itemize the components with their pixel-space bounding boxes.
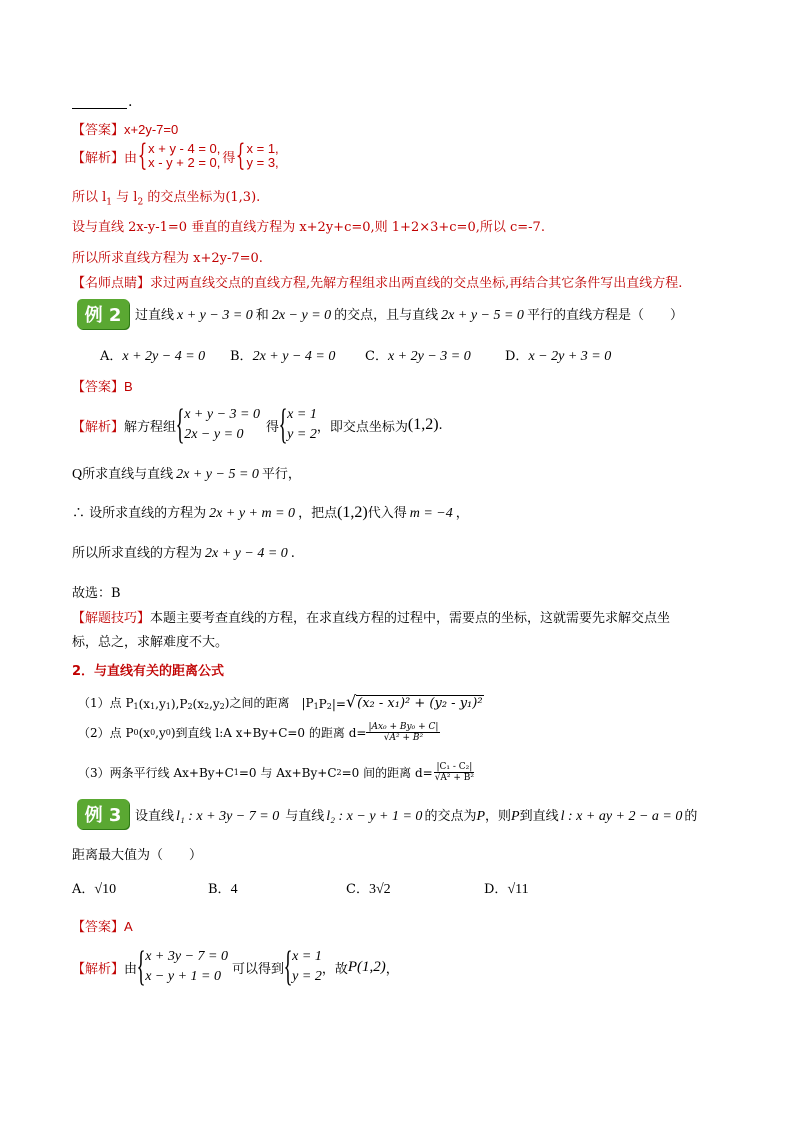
- ex2-option-a[interactable]: [100, 345, 205, 365]
- text: ,y: [155, 697, 166, 711]
- sub: 1: [150, 702, 156, 711]
- equation: 2x + y + m = 0: [209, 506, 296, 521]
- text: (x: [138, 697, 151, 711]
- point-p: P: [476, 809, 486, 824]
- equation-l2: l₂ : x − y + 1 = 0: [326, 809, 423, 824]
- option-label: A．: [100, 349, 123, 364]
- q-text: 到直线: [519, 809, 559, 824]
- text: =0 间的距离 d=: [341, 766, 433, 780]
- point: (1,2): [337, 504, 368, 521]
- ex3-option-a[interactable]: [72, 878, 116, 898]
- parallel-distance-fraction: [433, 762, 476, 783]
- ex2-option-c[interactable]: [365, 345, 471, 365]
- brace-b: {: [283, 944, 293, 990]
- sub: 1: [133, 702, 139, 711]
- answer-text: B: [124, 379, 133, 394]
- analysis-de: 得: [222, 150, 236, 166]
- ex3-option-b[interactable]: [208, 878, 238, 898]
- text: （1）点 P: [78, 696, 134, 710]
- q-text: 设直线: [135, 809, 175, 824]
- example-3-question: [135, 805, 697, 825]
- text-part: .: [290, 546, 295, 561]
- text: )到直线 l:A x+By+C=0 的距离 d=: [170, 726, 367, 740]
- text-part: ，: [455, 506, 469, 521]
- text: (x: [138, 725, 151, 740]
- q-text: 过直线: [135, 308, 175, 323]
- analysis-text: ，故: [321, 961, 348, 977]
- distance-fraction: [366, 722, 440, 743]
- brace-b: {: [236, 138, 246, 173]
- equation: 2x + y − 4 = 0: [205, 546, 288, 561]
- analysis-you: 由: [124, 150, 138, 166]
- analysis-text: 可以得到: [231, 961, 284, 977]
- tip-1: [72, 272, 682, 291]
- analysis-tag: 【解析】: [72, 419, 125, 435]
- option-label: B．: [208, 882, 231, 897]
- option-value: 4: [230, 882, 238, 897]
- ex2-option-b[interactable]: [230, 345, 335, 365]
- brace-a: {: [137, 138, 148, 173]
- option-label: C．: [346, 882, 369, 897]
- ex3-option-c[interactable]: [346, 878, 391, 898]
- text-part: 与 l: [112, 190, 138, 205]
- text-part: ，把点: [298, 506, 338, 521]
- answer-text: x+2y-7=0: [124, 122, 179, 137]
- denominator: √A² + B²: [434, 773, 475, 783]
- answer-1: [72, 119, 178, 138]
- tip-text-1: 本题主要考查直线的方程，在求直线方程的过程中，需要点的坐标，这就需要先求解交点坐: [150, 611, 671, 626]
- answer-text: A: [124, 919, 133, 934]
- blank-period: .: [128, 94, 133, 110]
- text-line-perpendicular: 设与直线 2x-y-1=0 垂直的直线方程为 x+2y+c=0,则 1+2×3+c=0,所以 c=-7.: [72, 220, 545, 235]
- text: (x: [192, 697, 204, 711]
- ex3-option-d[interactable]: [484, 878, 529, 898]
- text-part: 所求直线与直线: [82, 467, 174, 482]
- sub: 2: [187, 702, 193, 711]
- sub: 0: [133, 728, 139, 737]
- example-3-badge: 例 3: [77, 799, 129, 829]
- option-value: x + 2y − 3 = 0: [387, 349, 471, 364]
- equation: m = −4: [409, 506, 453, 521]
- formula-3: [78, 762, 476, 783]
- sub: 1: [313, 702, 319, 711]
- system-a: [184, 405, 260, 445]
- system-b-row-2: y = 3,: [246, 155, 279, 170]
- analysis-3: [72, 946, 399, 988]
- text-line-parallel: [72, 463, 301, 483]
- numerator: |Ax₀ + By₀ + C|: [368, 722, 439, 732]
- point: (1,2): [407, 416, 439, 433]
- equation-l: l : x + ay + 2 − a = 0: [560, 809, 683, 824]
- sub: 1: [165, 702, 171, 711]
- sub: 2: [203, 702, 210, 711]
- brace-a: {: [136, 944, 146, 990]
- text-line-intersection: [72, 186, 260, 208]
- option-value: 2x + y − 4 = 0: [252, 349, 336, 364]
- q-text: 与直线: [285, 809, 325, 824]
- q-text: 的交点为: [424, 809, 477, 824]
- system-b-row-1: x = 1: [292, 949, 322, 964]
- text-part: 所以所求直线的方程为: [72, 546, 203, 561]
- symbol-q: Q: [72, 467, 83, 482]
- system-a: [145, 947, 228, 987]
- tip-text: 求过两直线交点的直线方程,先解方程组求出两直线的交点坐标,再结合其它条件写出直线方程.: [150, 276, 683, 291]
- option-label: C．: [365, 349, 388, 364]
- system-b: [247, 142, 279, 170]
- analysis-text: ，即交点坐标为: [316, 419, 408, 435]
- example-2-question: [135, 304, 683, 324]
- system-a-row-2: 2x − y = 0: [184, 427, 244, 442]
- option-label: A．: [72, 882, 95, 897]
- option-label: D．: [505, 349, 529, 364]
- option-value: x + 2y − 4 = 0: [122, 349, 206, 364]
- option-value: √10: [94, 882, 117, 897]
- equation: 2x − y = 0: [271, 308, 332, 323]
- numerator: |C₁ - C₂|: [436, 762, 473, 772]
- point: P(1,2): [347, 958, 386, 975]
- brace-a: {: [175, 402, 185, 448]
- text: ,y: [155, 725, 166, 740]
- system-b: [287, 405, 317, 445]
- option-value: x − 2y + 3 = 0: [528, 349, 612, 364]
- option-label: B．: [230, 349, 253, 364]
- system-a-row-2: x - y + 2 = 0,: [148, 155, 221, 170]
- answer-tag: 【答案】: [72, 123, 125, 138]
- q-text: 和: [255, 308, 269, 323]
- text: |=: [331, 697, 346, 711]
- text: （3）两条平行线 Ax+By+C: [78, 766, 234, 780]
- sqrt-content: (x₂ - x₁)² + (y₂ - y₁)²: [357, 696, 483, 711]
- point-p: P: [511, 809, 520, 824]
- text-part: 设所求直线的方程为: [89, 506, 207, 521]
- q-text: ，则: [485, 809, 512, 824]
- period: .: [438, 417, 443, 433]
- text: ,y: [209, 697, 220, 711]
- sub: 0: [165, 728, 171, 737]
- denominator: √A² + B²: [383, 733, 424, 743]
- sub: 1: [233, 768, 239, 777]
- analysis-2: [72, 404, 443, 446]
- system-b: [292, 947, 322, 987]
- text: )之间的距离 |P: [224, 696, 314, 710]
- analysis-de: 得: [265, 419, 279, 435]
- brace-b: {: [278, 402, 288, 448]
- subscript: 1: [106, 197, 113, 208]
- equation-l1: l₁ : x + 3y − 7 = 0: [176, 809, 280, 824]
- sub: 2: [326, 702, 332, 711]
- equation: x + y − 3 = 0: [177, 308, 253, 323]
- formula-1: [78, 692, 484, 711]
- answer-3: [72, 916, 133, 935]
- system-a-row-1: x + y − 3 = 0: [184, 407, 260, 422]
- analysis-1: [72, 138, 279, 173]
- tip-tag: 【解题技巧】: [72, 611, 151, 626]
- text-part: 平行，: [261, 467, 301, 482]
- system-a: [148, 142, 220, 170]
- answer-2: [72, 376, 133, 395]
- option-label: D．: [484, 882, 508, 897]
- equation: 2x + y − 5 = 0: [176, 467, 259, 482]
- section-heading: 2．与直线有关的距离公式: [72, 664, 225, 679]
- answer-tag: 【答案】: [72, 380, 125, 395]
- equation: 2x + y − 5 = 0: [441, 308, 524, 323]
- text: =0 与 Ax+By+C: [238, 766, 337, 780]
- answer-blank-line: [72, 108, 127, 109]
- q-text: 的交点，且与直线: [334, 308, 439, 323]
- system-b-row-1: x = 1,: [246, 141, 279, 156]
- therefore-symbol: ∴: [72, 506, 86, 521]
- analysis-text: ，: [385, 961, 399, 977]
- example-2-badge: 例 2: [77, 299, 129, 329]
- tip-2: [72, 607, 670, 655]
- choice-b: 故选：B: [72, 586, 121, 601]
- formula-2: [78, 722, 440, 743]
- text-part: 的交点坐标为(1,3).: [143, 190, 261, 205]
- q-text: 的: [684, 809, 698, 824]
- option-value: 3√2: [368, 882, 391, 897]
- text-part: 代入得: [367, 506, 407, 521]
- option-value: √11: [507, 882, 529, 897]
- text: ),P: [170, 697, 188, 711]
- ex2-option-d[interactable]: [505, 345, 611, 365]
- subscript: 2: [137, 197, 144, 208]
- tip-tag: 【名师点睛】: [72, 276, 151, 291]
- system-b-row-2: y = 2: [287, 427, 317, 442]
- analysis-tag: 【解析】: [72, 150, 125, 166]
- system-a-row-1: x + y - 4 = 0,: [148, 141, 221, 156]
- tip-text-2: 标，总之，求解难度不大。: [72, 635, 229, 650]
- system-b-row-2: y = 2: [292, 969, 322, 984]
- analysis-text: 解方程组: [124, 419, 177, 435]
- q-text: 平行的直线方程是（ ）: [526, 308, 683, 323]
- text: P: [318, 697, 327, 711]
- system-a-row-2: x − y + 1 = 0: [145, 969, 221, 984]
- system-b-row-1: x = 1: [287, 407, 317, 422]
- sqrt-sign: √: [345, 692, 357, 711]
- system-a-row-1: x + 3y − 7 = 0: [145, 949, 228, 964]
- analysis-tag: 【解析】: [72, 961, 125, 977]
- text-line-substitute: [72, 502, 469, 522]
- text-line-result: 所以所求直线方程为 x+2y-7=0.: [72, 251, 263, 266]
- example-3-question-cont: 距离最大值为（ ）: [72, 848, 203, 863]
- answer-tag: 【答案】: [72, 920, 125, 935]
- text-line-conclusion: [72, 542, 295, 562]
- sub: 2: [336, 768, 342, 777]
- text: （2）点 P: [78, 726, 134, 740]
- sub: 2: [219, 702, 225, 711]
- text-part: 所以 l: [72, 190, 107, 205]
- analysis-you: 由: [124, 961, 138, 977]
- sub: 0: [150, 728, 156, 737]
